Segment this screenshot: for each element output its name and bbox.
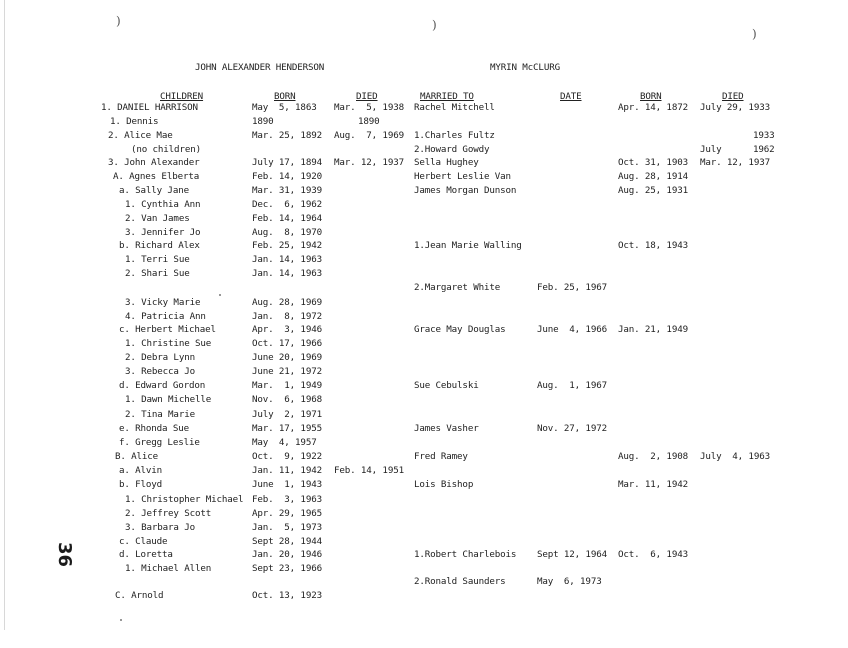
child-born: Sept 28, 1944: [252, 536, 322, 547]
child-born: Apr. 3, 1946: [252, 324, 322, 335]
child-born: Mar. 17, 1955: [252, 423, 322, 434]
child-name: C. Arnold: [115, 590, 164, 601]
child-born: Oct. 9, 1922: [252, 451, 322, 462]
child-born: Jan. 14, 1963: [252, 254, 322, 265]
child-born: Aug. 8, 1970: [252, 227, 322, 238]
spouse-name: Herbert Leslie Van: [414, 171, 511, 182]
child-born: Aug. 28, 1969: [252, 297, 322, 308]
col-header-spouse-born: BORN: [640, 91, 662, 102]
child-name: a. Sally Jane: [119, 185, 189, 196]
col-header-born: BORN: [274, 91, 296, 102]
spouse-died: July 29, 1933: [700, 102, 770, 113]
child-name: d. Edward Gordon: [119, 380, 206, 391]
child-name: 1. Michael Allen: [125, 563, 212, 574]
spouse-name: Fred Ramey: [414, 451, 468, 462]
child-born: Feb. 14, 1920: [252, 171, 322, 182]
spouse-name: James Morgan Dunson: [414, 185, 517, 196]
marriage-date: Nov. 27, 1972: [537, 423, 607, 434]
child-name: 3. Vicky Marie: [125, 297, 201, 308]
child-born: Mar. 31, 1939: [252, 185, 322, 196]
spouse-name: 2.Ronald Saunders: [414, 576, 506, 587]
child-born: Oct. 13, 1923: [252, 590, 322, 601]
child-name: e. Rhonda Sue: [119, 423, 189, 434]
child-name: 2. Tina Marie: [125, 409, 195, 420]
child-name: 3. Barbara Jo: [125, 522, 195, 533]
child-name: 2. Alice Mae: [108, 130, 173, 141]
child-name: 3. Jennifer Jo: [125, 227, 201, 238]
child-born: Mar. 1, 1949: [252, 380, 322, 391]
child-name: d. Loretta: [119, 549, 173, 560]
spouse-name: Rachel Mitchell: [414, 102, 495, 113]
child-name: 1. Dennis: [110, 116, 159, 127]
spouse-name: 2.Howard Gowdy: [414, 144, 490, 155]
child-name: B. Alice: [115, 451, 159, 462]
spouse-born: Aug. 2, 1908: [618, 451, 688, 462]
child-born: July 17, 1894: [252, 157, 322, 168]
spouse-name: 1.Robert Charlebois: [414, 549, 517, 560]
child-name: c. Herbert Michael: [119, 324, 216, 335]
child-name: (no children): [131, 144, 201, 155]
child-born: Jan. 11, 1942: [252, 465, 322, 476]
marriage-date: Aug. 1, 1967: [537, 380, 607, 391]
child-name: A. Agnes Elberta: [113, 171, 200, 182]
child-born: Jan. 20, 1946: [252, 549, 322, 560]
col-header-married-to: MARRIED TO: [420, 91, 474, 102]
child-died: Aug. 7, 1969: [334, 130, 404, 141]
child-born: Feb. 3, 1963: [252, 494, 322, 505]
spouse-died: 1962: [753, 144, 775, 155]
spouse-born: Oct. 31, 1903: [618, 157, 688, 168]
child-name: 3. Rebecca Jo: [125, 366, 195, 377]
spouse-born: Aug. 28, 1914: [618, 171, 688, 182]
child-born: Apr. 29, 1965: [252, 508, 322, 519]
child-name: 3. John Alexander: [108, 157, 200, 168]
child-born: Dec. 6, 1962: [252, 199, 322, 210]
child-name: 1. Cynthia Ann: [125, 199, 201, 210]
child-died: Mar. 5, 1938: [334, 102, 404, 113]
ink-speck: [120, 619, 122, 621]
child-name: 1. Dawn Michelle: [125, 394, 212, 405]
child-born: Mar. 25, 1892: [252, 130, 322, 141]
punch-mark: ): [116, 14, 121, 28]
marriage-date: June 4, 1966: [537, 324, 607, 335]
ink-speck: [219, 294, 221, 296]
child-name: a. Alvin: [119, 465, 163, 476]
child-name: b. Richard Alex: [119, 240, 200, 251]
child-born: Jan. 8, 1972: [252, 311, 322, 322]
spouse-name: Lois Bishop: [414, 479, 474, 490]
marriage-date: May 6, 1973: [537, 576, 602, 587]
child-name: 1. Christopher Michael: [125, 494, 244, 505]
spouse-name: Grace May Douglas: [414, 324, 506, 335]
spouse-name: Sella Hughey: [414, 157, 479, 168]
child-born: June 1, 1943: [252, 479, 322, 490]
husband-name: JOHN ALEXANDER HENDERSON: [195, 62, 325, 73]
spouse-name: 2.Margaret White: [414, 282, 501, 293]
child-died: Mar. 12, 1937: [334, 157, 404, 168]
child-born: Oct. 17, 1966: [252, 338, 322, 349]
spouse-born: Oct. 18, 1943: [618, 240, 688, 251]
spouse-name: 1.Charles Fultz: [414, 130, 495, 141]
col-header-date: DATE: [560, 91, 582, 102]
punch-mark: ): [752, 27, 757, 41]
child-born: May 4, 1957: [252, 437, 317, 448]
spouse-died: 1933: [753, 130, 775, 141]
page-number: 36: [54, 541, 76, 568]
child-name: 1. Terri Sue: [125, 254, 190, 265]
spouse-born: Oct. 6, 1943: [618, 549, 688, 560]
child-name: b. Floyd: [119, 479, 163, 490]
page-edge: [4, 0, 5, 630]
child-name: f. Gregg Leslie: [119, 437, 200, 448]
child-died: Feb. 14, 1951: [334, 465, 404, 476]
spouse-born: Apr. 14, 1872: [618, 102, 688, 113]
spouse-born: Mar. 11, 1942: [618, 479, 688, 490]
child-born: Sept 23, 1966: [252, 563, 322, 574]
child-name: 2. Jeffrey Scott: [125, 508, 212, 519]
wife-name: MYRIN McCLURG: [490, 62, 560, 73]
child-born: 1890: [252, 116, 274, 127]
child-name: c. Claude: [119, 536, 168, 547]
punch-mark: ): [432, 18, 437, 32]
child-born: Feb. 14, 1964: [252, 213, 322, 224]
child-name: 2. Van James: [125, 213, 190, 224]
child-born: June 20, 1969: [252, 352, 322, 363]
child-born: Nov. 6, 1968: [252, 394, 322, 405]
spouse-born: Jan. 21, 1949: [618, 324, 688, 335]
marriage-date: Sept 12, 1964: [537, 549, 607, 560]
child-born: May 5, 1863: [252, 102, 317, 113]
child-born: July 2, 1971: [252, 409, 322, 420]
child-died: 1890: [358, 116, 380, 127]
child-born: Jan. 5, 1973: [252, 522, 322, 533]
spouse-died: Mar. 12, 1937: [700, 157, 770, 168]
child-name: 4. Patricia Ann: [125, 311, 206, 322]
child-name: 2. Debra Lynn: [125, 352, 195, 363]
child-born: June 21, 1972: [252, 366, 322, 377]
col-header-children: CHILDREN: [160, 91, 204, 102]
spouse-name: James Vasher: [414, 423, 479, 434]
spouse-name: 1.Jean Marie Walling: [414, 240, 522, 251]
col-header-spouse-died: DIED: [722, 91, 744, 102]
child-name: 1. DANIEL HARRISON: [101, 102, 198, 113]
child-born: Feb. 25, 1942: [252, 240, 322, 251]
child-name: 1. Christine Sue: [125, 338, 212, 349]
spouse-died: July 4, 1963: [700, 451, 770, 462]
child-name: 2. Shari Sue: [125, 268, 190, 279]
col-header-died: DIED: [356, 91, 378, 102]
spouse-born: July: [700, 144, 722, 155]
spouse-born: Aug. 25, 1931: [618, 185, 688, 196]
spouse-name: Sue Cebulski: [414, 380, 479, 391]
marriage-date: Feb. 25, 1967: [537, 282, 607, 293]
child-born: Jan. 14, 1963: [252, 268, 322, 279]
